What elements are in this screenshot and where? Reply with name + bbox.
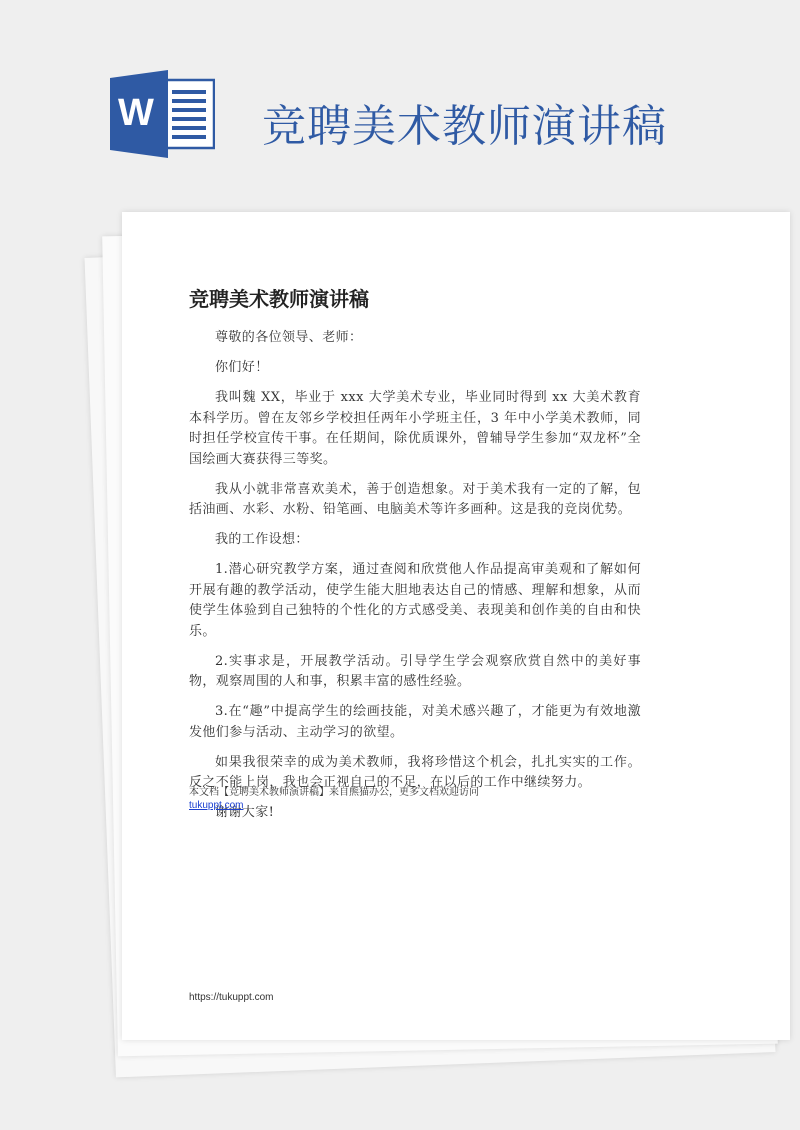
paragraph-hello: 你们好！ — [215, 360, 269, 375]
footer-note-text: 本文档【竞聘美术教师演讲稿】来自熊猫办公，更多文档欢迎访问 — [189, 787, 479, 798]
document-title: 竞聘美术教师演讲稿 — [189, 287, 369, 311]
paragraph-conclusion: 如果我很荣幸的成为美术教师，我将珍惜这个机会，扎扎实实的工作。反之不能上岗，我也会正视自己的不足，在以后的工作中继续努力。 — [189, 754, 641, 790]
paragraph-plan-heading: 我的工作设想： — [215, 532, 309, 547]
word-icon — [110, 70, 215, 158]
footer-note — [189, 786, 619, 812]
page-title: 竞聘美术教师演讲稿 — [262, 101, 667, 152]
bottom-url: https://tukuppt.com — [189, 992, 274, 1003]
paragraph-plan-2: 2.实事求是，开展教学活动。引导学生学会观察欣赏自然中的美好事物，观察周围的人和事，积累丰富的感性经验。 — [189, 653, 641, 689]
paragraph-plan-1: 1.潜心研究教学方案，通过查阅和欣赏他人作品提高审美观和了解如何开展有趣的教学活动，使学生能大胆地表达自己的情感、理解和想象，从而使学生体验到自己独特的个性化的方式感受美、表现美和创作美的自由和快乐。 — [189, 562, 641, 639]
paragraph-strengths: 我从小就非常喜欢美术，善于创造想象。对于美术我有一定的了解，包括油画、水彩、水粉、铅笔画、电脑美术等许多画种。这是我的竞岗优势。 — [189, 481, 641, 517]
footer-link[interactable]: tukuppt.com — [189, 800, 244, 811]
paragraph-plan-3: 3.在“趣”中提高学生的绘画技能，对美术感兴趣了，才能更为有效地激发他们参与活动、主动学习的欲望。 — [189, 704, 641, 740]
paragraph-thanks: 谢谢大家! — [215, 805, 275, 820]
paragraph-greeting: 尊敬的各位领导、老师： — [215, 330, 363, 345]
paragraph-intro: 我叫魏 XX，毕业于 xxx 大学美术专业，毕业同时得到 xx 大美术教育本科学历。曾在友邻乡学校担任两年小学班主任，3 年中小学美术教师，同时担任学校宣传干事。在任期间，除优质课外，曾辅导学生参加“双龙杯”全国绘画大赛获得三等奖。 — [189, 390, 641, 467]
document-body — [189, 328, 641, 833]
svg-text:W: W — [118, 92, 154, 134]
